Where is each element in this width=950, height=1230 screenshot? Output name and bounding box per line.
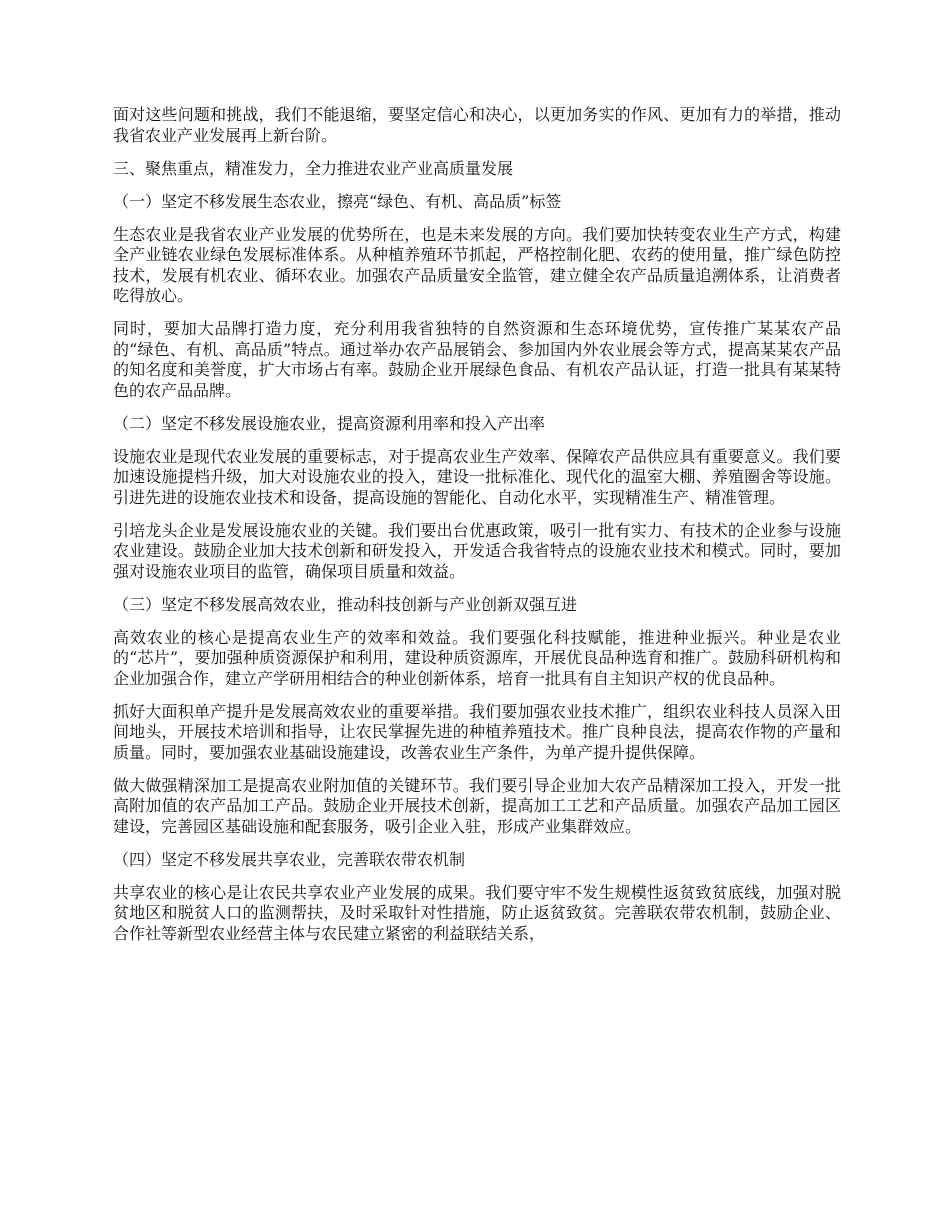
intro-paragraph: 面对这些问题和挑战，我们不能退缩，要坚定信心和决心，以更加务实的作风、更加有力的举措，推动我省农业产业发展再上新台阶。 <box>113 105 841 145</box>
subsection-heading-1: （一）坚定不移发展生态农业，擦亮“绿色、有机、高品质”标签 <box>113 191 562 211</box>
efficient-paragraph-3: 做大做强精深加工是提高农业附加值的关键环节。我们要引导企业加大农产品精深加工投入，开发一批高附加值的农产品加工产品。鼓励企业开展技术创新，提高加工工艺和产品质量。加强农产品加工园区建设，完善园区基础设施和配套服务，吸引企业入驻，形成产业集群效应。 <box>113 775 841 836</box>
section-heading-3: 三、聚焦重点，精准发力，全力推进农业产业高质量发展 <box>113 158 514 178</box>
efficient-paragraph-2: 抓好大面积单产提升是发展高效农业的重要举措。我们要加强农业技术推广，组织农业科技人员深入田间地头，开展技术培训和指导，让农民掌握先进的种植养殖技术。推广良种良法，提高农作物的产量和质量。同时，要加强农业基础设施建设，改善农业生产条件，为单产提升提供保障。 <box>113 701 841 762</box>
document-page <box>113 105 841 957</box>
facility-paragraph-2: 引培龙头企业是发展设施农业的关键。我们要出台优惠政策，吸引一批有实力、有技术的企业参与设施农业建设。鼓励企业加大技术创新和研发投入，开发适合我省特点的设施农业技术和模式。同时，要加强对设施农业项目的监管，确保项目质量和效益。 <box>113 520 841 581</box>
subsection-heading-3: （三）坚定不移发展高效农业，推动科技创新与产业创新双强互进 <box>113 594 578 614</box>
subsection-heading-2: （二）坚定不移发展设施农业，提高资源利用率和投入产出率 <box>113 413 546 433</box>
subsection-heading-4: （四）坚定不移发展共享农业，完善联农带农机制 <box>113 849 466 869</box>
facility-paragraph-1: 设施农业是现代农业发展的重要标志，对于提高农业生产效率、保障农产品供应具有重要意义。我们要加速设施提档升级，加大对设施农业的投入，建设一批标准化、现代化的温室大棚、养殖圈舍等设施。引进先进的设施农业技术和设备，提高设施的智能化、自动化水平，实现精准生产、精准管理。 <box>113 446 841 507</box>
ecological-paragraph-1: 生态农业是我省农业产业发展的优势所在，也是未来发展的方向。我们要加快转变农业生产方式，构建全产业链农业绿色发展标准体系。从种植养殖环节抓起，严格控制化肥、农药的使用量，推广绿色防控技术，发展有机农业、循环农业。加强农产品质量安全监管，建立健全农产品质量追溯体系，让消费者吃得放心。 <box>113 224 841 305</box>
shared-paragraph-1: 共享农业的核心是让农民共享农业产业发展的成果。我们要守牢不发生规模性返贫致贫底线，加强对脱贫地区和脱贫人口的监测帮扶，及时采取针对性措施，防止返贫致贫。完善联农带农机制，鼓励企业、合作社等新型农业经营主体与农民建立紧密的利益联结关系， <box>113 882 841 943</box>
ecological-paragraph-2: 同时，要加大品牌打造力度，充分利用我省独特的自然资源和生态环境优势，宣传推广某某农产品的“绿色、有机、高品质”特点。通过举办农产品展销会、参加国内外农业展会等方式，提高某某农产品的知名度和美誉度，扩大市场占有率。鼓励企业开展绿色食品、有机农产品认证，打造一批具有某某特色的农产品品牌。 <box>113 319 841 400</box>
efficient-paragraph-1: 高效农业的核心是提高农业生产的效率和效益。我们要强化科技赋能，推进种业振兴。种业是农业的“芯片”，要加强种质资源保护和利用，建设种质资源库，开展优良品种选育和推广。鼓励科研机构和企业加强合作，建立产学研用相结合的种业创新体系，培育一批具有自主知识产权的优良品种。 <box>113 627 841 688</box>
